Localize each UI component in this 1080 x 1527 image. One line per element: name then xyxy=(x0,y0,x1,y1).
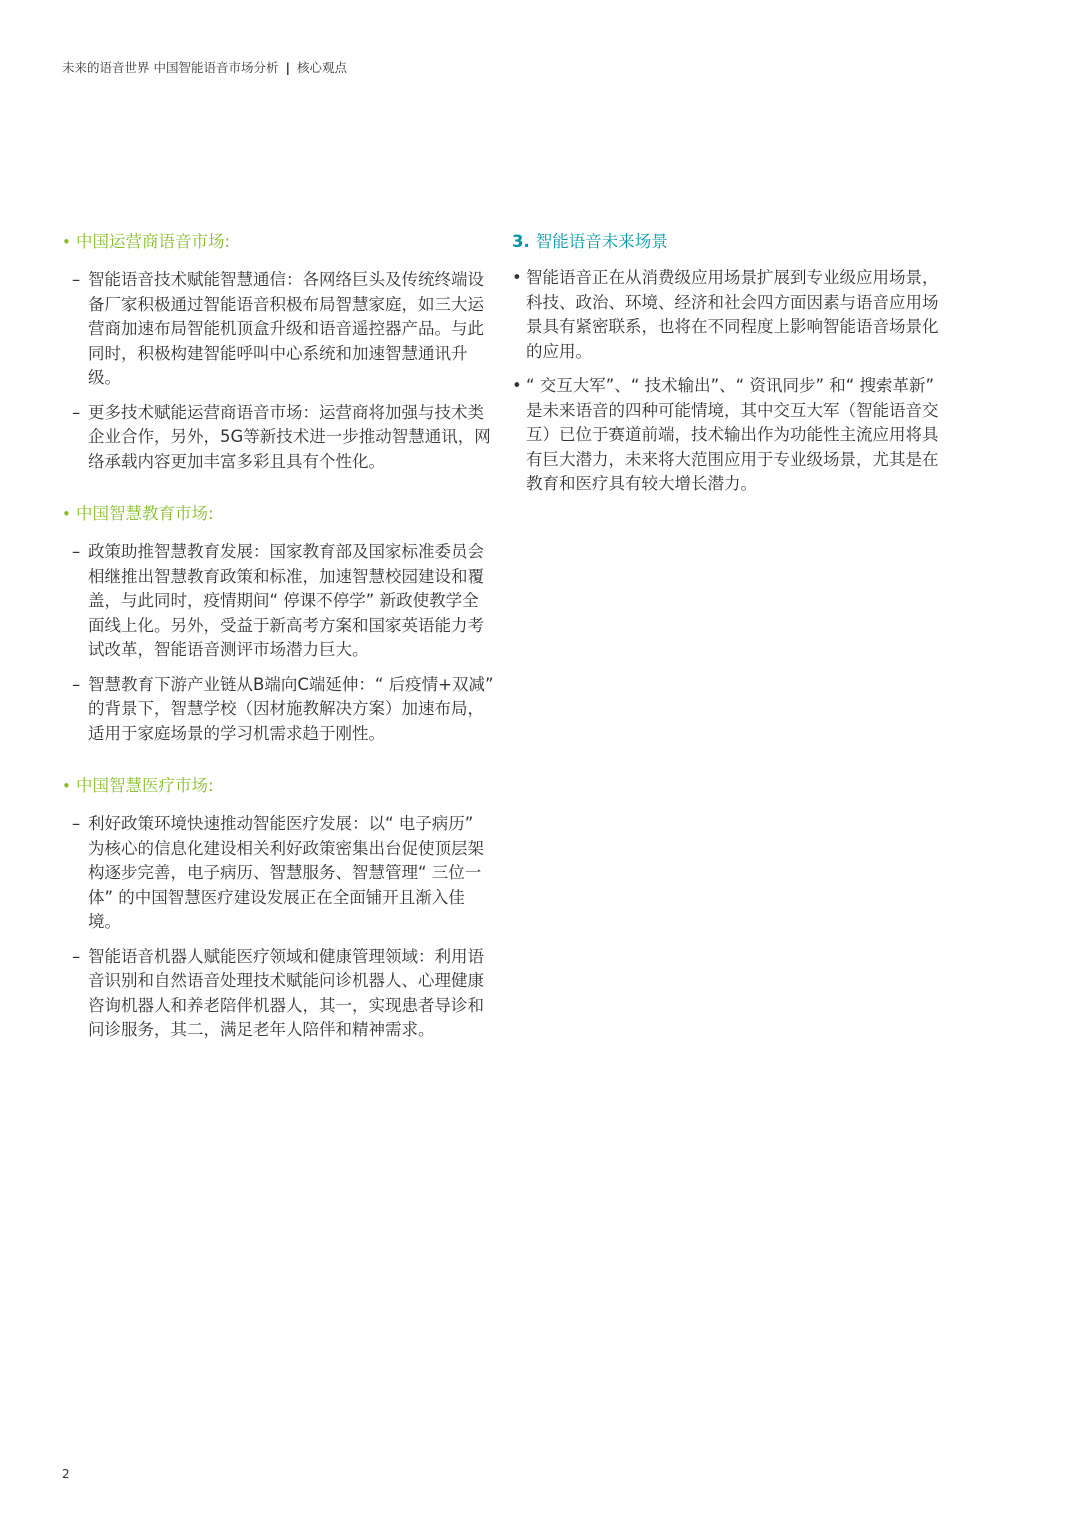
section-education-market xyxy=(62,502,494,746)
list-item-text: 智能语音正在从消费级应用场景扩展到专业级应用场景，科技、政治、环境、经济和社会四方面因素与语音应用场景具有紧密联系，也将在不同程度上影响智能语音场景化的应用。 xyxy=(526,268,939,361)
bullet-icon: • xyxy=(512,268,522,287)
section-name: 核心观点 xyxy=(297,60,348,75)
dash-icon: – xyxy=(72,270,81,289)
page-header xyxy=(62,58,347,76)
document-title: 未来的语音世界 中国智能语音市场分析 xyxy=(62,60,279,75)
list-item xyxy=(62,540,494,663)
list-item xyxy=(62,268,494,391)
dash-icon: – xyxy=(72,814,81,833)
list-item-text: “ 交互大军”、“ 技术输出”、“ 资讯同步” 和“ 搜索革新” 是未来语音的四种可能情境，其中交互大军（智能语音交互）已位于赛道前端，技术输出作为功能性主流应用将具有巨大潜力，未来将大范围应用于专业级场景，尤其是在教育和医疗具有较大增长潜力。 xyxy=(526,376,939,493)
list-item xyxy=(512,266,942,364)
page-number: 2 xyxy=(62,1467,70,1481)
section-number: 3. xyxy=(512,232,530,251)
section-heading xyxy=(62,774,494,798)
list-item xyxy=(512,374,942,497)
dash-icon: – xyxy=(72,542,81,561)
section-heading-text: 智能语音未来场景 xyxy=(535,232,668,251)
list-item xyxy=(62,945,494,1043)
section-heading-text: 中国智慧医疗市场: xyxy=(76,776,214,795)
bullet-icon: • xyxy=(62,777,71,795)
dash-icon: – xyxy=(72,674,81,694)
list-item-text: 更多技术赋能运营商语音市场：运营商将加强与技术类企业合作，另外，5G等新技术进一步推动智慧通讯，网络承载内容更加丰富多彩且具有个性化。 xyxy=(88,402,491,471)
section-heading-future-scenarios xyxy=(512,230,942,254)
list-item-text: 智能语音机器人赋能医疗领域和健康管理领域：利用语音识别和自然语音处理技术赋能问诊机器人、心理健康咨询机器人和养老陪伴机器人，其一，实现患者导诊和问诊服务，其二，满足老年人陪伴和精神需求。 xyxy=(88,946,484,1039)
dash-icon: – xyxy=(72,946,81,966)
dash-icon: – xyxy=(72,402,81,422)
list-item-text: 智能语音技术赋能智慧通信：各网络巨头及传统终端设备厂家积极通过智能语音积极布局智慧家庭，如三大运营商加速布局智能机顶盒升级和语音遥控器产品。与此同时，积极构建智能呼叫中心系统和加速智慧通讯升级。 xyxy=(88,270,484,387)
header-separator: | xyxy=(285,60,291,75)
section-heading xyxy=(62,502,494,526)
bullet-icon: • xyxy=(512,376,522,395)
bullet-icon: • xyxy=(62,233,71,251)
section-medical-market xyxy=(62,774,494,1043)
section-heading xyxy=(62,230,494,254)
section-heading-text: 中国智慧教育市场: xyxy=(76,504,214,523)
section-operator-market xyxy=(62,230,494,474)
list-item xyxy=(62,673,494,747)
left-column xyxy=(62,230,494,1071)
list-item-text: 利好政策环境快速推动智能医疗发展：以“ 电子病历” 为核心的信息化建设相关利好政策密集出台促使顶层架构逐步完善，电子病历、智慧服务、智慧管理“ 三位一体” 的中国智慧医疗建设发展正在全面铺开且渐入佳境。 xyxy=(88,814,484,931)
list-item xyxy=(62,812,494,935)
list-item-text: 政策助推智慧教育发展：国家教育部及国家标准委员会相继推出智慧教育政策和标准，加速智慧校园建设和覆盖，与此同时，疫情期间“ 停课不停学” 新政使教学全面线上化。另外，受益于新高考方案和国家英语能力考试改革，智能语音测评市场潜力巨大。 xyxy=(88,542,484,659)
section-heading-text: 中国运营商语音市场: xyxy=(76,232,231,251)
right-column xyxy=(512,230,942,507)
list-item-text: 智慧教育下游产业链从B端向C端延伸：“ 后疫情+双减” 的背景下，智慧学校（因材施教解决方案）加速布局，适用于家庭场景的学习机需求趋于刚性。 xyxy=(88,674,494,743)
list-item xyxy=(62,401,494,475)
bullet-icon: • xyxy=(62,505,71,523)
